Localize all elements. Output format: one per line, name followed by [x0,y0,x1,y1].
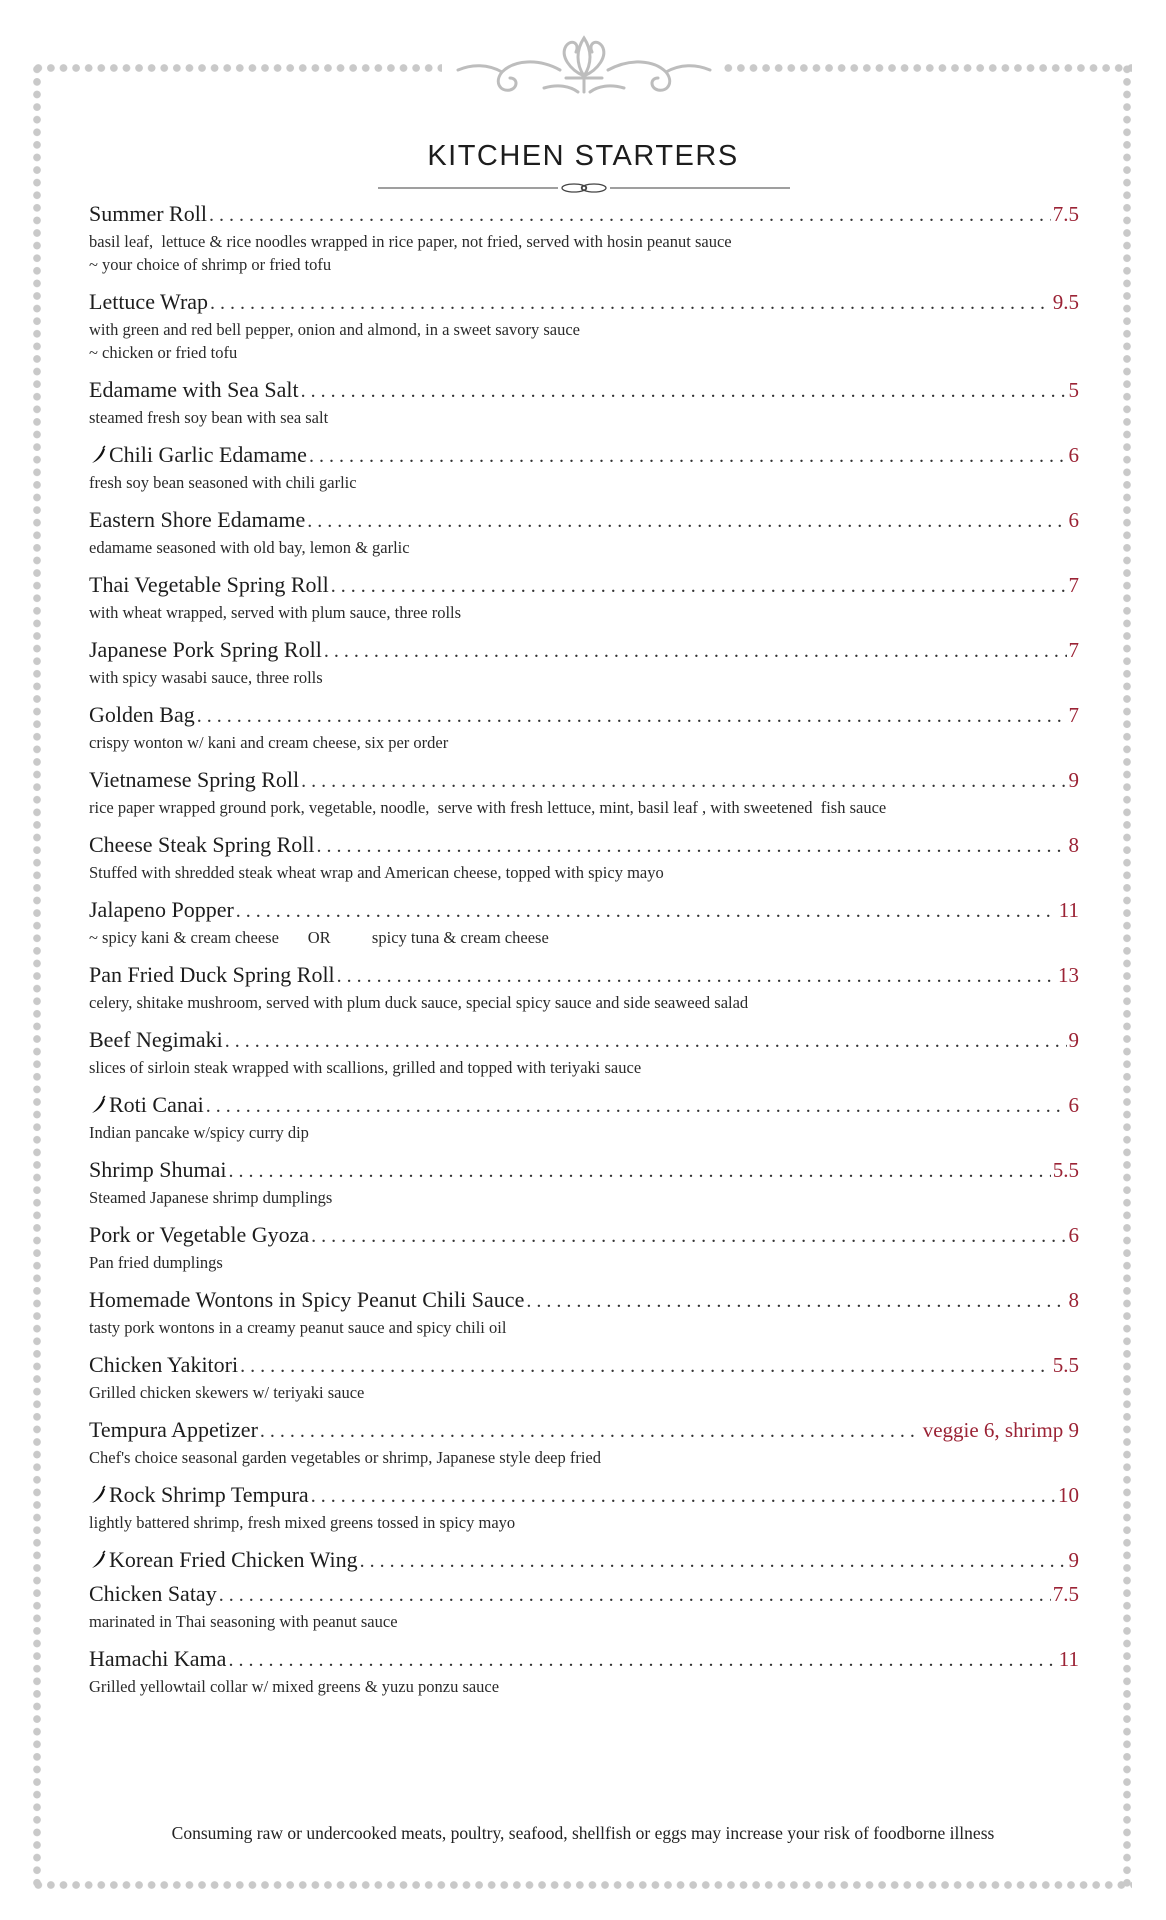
menu-item-name [89,634,322,666]
menu-item-name-text: Korean Fried Chicken Wing [109,1547,358,1572]
menu-item-line [89,1349,1079,1381]
menu-item-name [89,1544,358,1576]
menu-item-line [89,1578,1079,1610]
menu-item-name-text: Beef Negimaki [89,1027,223,1052]
menu-item-name-text: Shrimp Shumai [89,1157,227,1182]
menu-item-price: veggie 6, shrimp 9 [922,1418,1079,1442]
dot-leader [236,895,1057,927]
menu-item-price: 13 [1058,963,1079,987]
menu-item-price: 6 [1068,1223,1079,1247]
menu-item-name [89,1479,309,1511]
menu-item-name [89,829,314,861]
menu-item-name [89,1089,204,1121]
border-top-right [722,63,1132,73]
menu-item-price: 9 [1068,1028,1079,1052]
menu-item-name [89,1578,217,1610]
menu-item-price: 11 [1058,1647,1079,1671]
dot-leader [301,375,1067,407]
menu-item-name [89,504,305,536]
menu-item-line [89,1479,1079,1511]
menu-item-description: with spicy wasabi sauce, three rolls [89,668,323,687]
menu-item-price: 6 [1068,1093,1079,1117]
menu-item [89,374,1079,429]
menu-item [89,1479,1079,1534]
dot-leader [240,1350,1051,1382]
menu-item-name-text: Pork or Vegetable Gyoza [89,1222,310,1247]
menu-item [89,1024,1079,1079]
menu-item [89,634,1079,689]
menu-item-description: lightly battered shrimp, fresh mixed greens tossed in spicy mayo [89,1513,516,1532]
dot-leader [309,440,1067,472]
dot-leader [331,570,1067,602]
menu-item-name [89,699,195,731]
menu-item-line [89,959,1079,991]
menu-item-name [89,1024,223,1056]
menu-item-line [89,764,1079,796]
menu-item-name-text: Eastern Shore Edamame [89,507,306,532]
menu-item [89,699,1079,754]
food-safety-disclaimer: Consuming raw or undercooked meats, poultry, seafood, shellfish or eggs may increase your risk of foodborne illness [171,1823,995,1843]
menu-item-line [89,504,1079,536]
border-bottom [32,1880,1132,1890]
dot-leader [219,1579,1051,1611]
dot-leader [526,1285,1066,1317]
menu-item-name [89,286,208,318]
menu-item [89,1284,1079,1339]
menu-item-line [89,1643,1079,1675]
menu-item-name-text: Cheese Steak Spring Roll [89,832,315,857]
dot-leader [225,1025,1067,1057]
menu-item [89,829,1079,884]
menu-item-price: 7.5 [1052,1582,1079,1606]
menu-item-name-text: Chicken Satay [89,1581,217,1606]
menu-item-price: 9.5 [1052,290,1079,314]
menu-item-name [89,198,207,230]
menu-item [89,1089,1079,1144]
menu-item-name-text: Summer Roll [89,201,207,226]
menu-item [89,569,1079,624]
menu-item-line [89,1414,1079,1446]
menu-item-name [89,959,335,991]
menu-item-description: Pan fried dumplings [89,1253,223,1272]
menu-item-description: Steamed Japanese shrimp dumplings [89,1188,333,1207]
dot-leader [209,199,1051,231]
dot-leader [307,505,1066,537]
chili-pepper-icon [89,1092,107,1112]
dot-leader [311,1220,1066,1252]
menu-item-description: with wheat wrapped, served with plum sauce, three rolls [89,603,462,622]
menu-item-price: 9 [1068,1548,1079,1572]
menu-item-description: ~ spicy kani & cream cheese OR spicy tuna & cream cheese [89,928,549,947]
menu-item-line [89,1219,1079,1251]
menu-item-name [89,894,234,926]
menu-item [89,439,1079,494]
dot-leader [324,635,1067,667]
menu-item-price: 5.5 [1052,1353,1079,1377]
menu-item-description: crispy wonton w/ kani and cream cheese, six per order [89,733,449,752]
menu-item-name-text: Jalapeno Popper [89,897,234,922]
dot-leader [228,1644,1056,1676]
menu-item-name-text: Hamachi Kama [89,1646,227,1671]
menu-item-name [89,374,299,406]
dot-leader [210,287,1051,319]
menu-item-line [89,1024,1079,1056]
menu-item-price: 7 [1068,703,1079,727]
menu-item-price: 10 [1058,1483,1079,1507]
menu-item-name [89,1349,238,1381]
menu-item [89,286,1079,364]
menu-item-price: 6 [1068,443,1079,467]
menu-item [89,764,1079,819]
menu-item-name [89,569,329,601]
menu-item-description: tasty pork wontons in a creamy peanut sauce and spicy chili oil [89,1318,507,1337]
menu-item-description: with green and red bell pepper, onion and almond, in a sweet savory sauce [89,320,580,339]
menu-item [89,1643,1079,1698]
dot-leader [260,1415,921,1447]
dot-leader [316,830,1066,862]
menu-item-line [89,634,1079,666]
menu-item [89,1219,1079,1274]
menu-item-price: 7 [1068,573,1079,597]
menu-item-description: Indian pancake w/spicy curry dip [89,1123,309,1142]
menu-item [89,894,1079,949]
menu-item-line [89,198,1079,230]
dot-leader [197,700,1067,732]
menu-item-description: rice paper wrapped ground pork, vegetable, noodle, serve with fresh lettuce, mint, basil leaf , with sweetened fish sauce [89,798,887,817]
menu-item-name-text: Golden Bag [89,702,195,727]
menu-item-name-text: Pan Fried Duck Spring Roll [89,962,335,987]
menu-item-price: 8 [1068,1288,1079,1312]
chili-pepper-icon [89,1482,107,1502]
menu-item-name [89,1284,524,1316]
dot-leader [206,1090,1067,1122]
menu-item-name-text: Thai Vegetable Spring Roll [89,572,329,597]
menu-item-description: slices of sirloin steak wrapped with scallions, grilled and topped with teriyaki sauce [89,1058,642,1077]
menu-list [89,198,1079,1708]
menu-item-line [89,829,1079,861]
dot-leader [229,1155,1051,1187]
menu-item [89,1154,1079,1209]
menu-item-price: 5 [1068,378,1079,402]
menu-item-price: 7 [1068,638,1079,662]
menu-item [89,1414,1079,1469]
menu-item-line [89,374,1079,406]
menu-item-line [89,286,1079,318]
menu-item-line [89,1284,1079,1316]
menu-item [89,198,1079,276]
menu-item-name [89,764,299,796]
menu-item-description: Grilled chicken skewers w/ teriyaki sauce [89,1383,365,1402]
chili-pepper-icon [89,442,107,462]
menu-item [89,1578,1079,1633]
fleur-de-lis-ornament-icon [448,30,720,100]
dot-leader [311,1480,1056,1512]
menu-item-description: celery, shitake mushroom, served with plum duck sauce, special spicy sauce and side seaweed salad [89,993,749,1012]
menu-item-description: Grilled yellowtail collar w/ mixed greens & yuzu ponzu sauce [89,1677,500,1696]
menu-item-name [89,1154,227,1186]
menu-item-line [89,894,1079,926]
menu-item [89,1349,1079,1404]
menu-item-price: 9 [1068,768,1079,792]
menu-item-description: edamame seasoned with old bay, lemon & garlic [89,538,410,557]
dot-leader [301,765,1066,797]
menu-item-description: steamed fresh soy bean with sea salt [89,408,329,427]
menu-item-name [89,1414,258,1446]
dot-leader [360,1545,1067,1577]
menu-item-line [89,699,1079,731]
dot-leader [337,960,1056,992]
menu-item-name-text: Chicken Yakitori [89,1352,239,1377]
menu-item-line [89,439,1079,471]
menu-item-line [89,1544,1079,1576]
border-top-left [32,63,442,73]
menu-item-name [89,1219,309,1251]
menu-item-name-text: Vietnamese Spring Roll [89,767,300,792]
menu-item-description: basil leaf, lettuce & rice noodles wrapped in rice paper, not fried, served with hosin peanut sauce [89,232,732,251]
menu-item [89,504,1079,559]
menu-item-price: 11 [1058,898,1079,922]
menu-item-description: marinated in Thai seasoning with peanut sauce [89,1612,398,1631]
page-title: KITCHEN STARTERS [427,140,739,172]
menu-item-name-text: Roti Canai [109,1092,204,1117]
menu-item-name [89,1643,226,1675]
menu-item-description: fresh soy bean seasoned with chili garlic [89,473,357,492]
title-divider-ornament-icon [378,180,790,196]
menu-item-name-text: Japanese Pork Spring Roll [89,637,322,662]
menu-item-name-text: Chili Garlic Edamame [109,442,307,467]
menu-item-name-text: Homemade Wontons in Spicy Peanut Chili Sauce [89,1287,525,1312]
menu-item-description: ~ chicken or fried tofu [89,343,238,362]
menu-item-name-text: Edamame with Sea Salt [89,377,299,402]
menu-item-description: ~ your choice of shrimp or fried tofu [89,255,332,274]
menu-item-line [89,569,1079,601]
border-left [32,63,42,1890]
menu-item-price: 5.5 [1052,1158,1079,1182]
menu-item-price: 7.5 [1052,202,1079,226]
chili-pepper-icon [89,1547,107,1567]
menu-item [89,959,1079,1014]
menu-item-line [89,1089,1079,1121]
menu-item-price: 8 [1068,833,1079,857]
menu-item [89,1544,1079,1576]
menu-item-name-text: Rock Shrimp Tempura [109,1482,309,1507]
menu-item-description: Chef's choice seasonal garden vegetables or shrimp, Japanese style deep fried [89,1448,601,1467]
border-right [1122,63,1132,1890]
menu-item-line [89,1154,1079,1186]
menu-item-price: 6 [1068,508,1079,532]
menu-item-name-text: Lettuce Wrap [89,289,209,314]
menu-item-description: Stuffed with shredded steak wheat wrap and American cheese, topped with spicy mayo [89,863,664,882]
menu-item-name [89,439,307,471]
menu-item-name-text: Tempura Appetizer [89,1417,258,1442]
